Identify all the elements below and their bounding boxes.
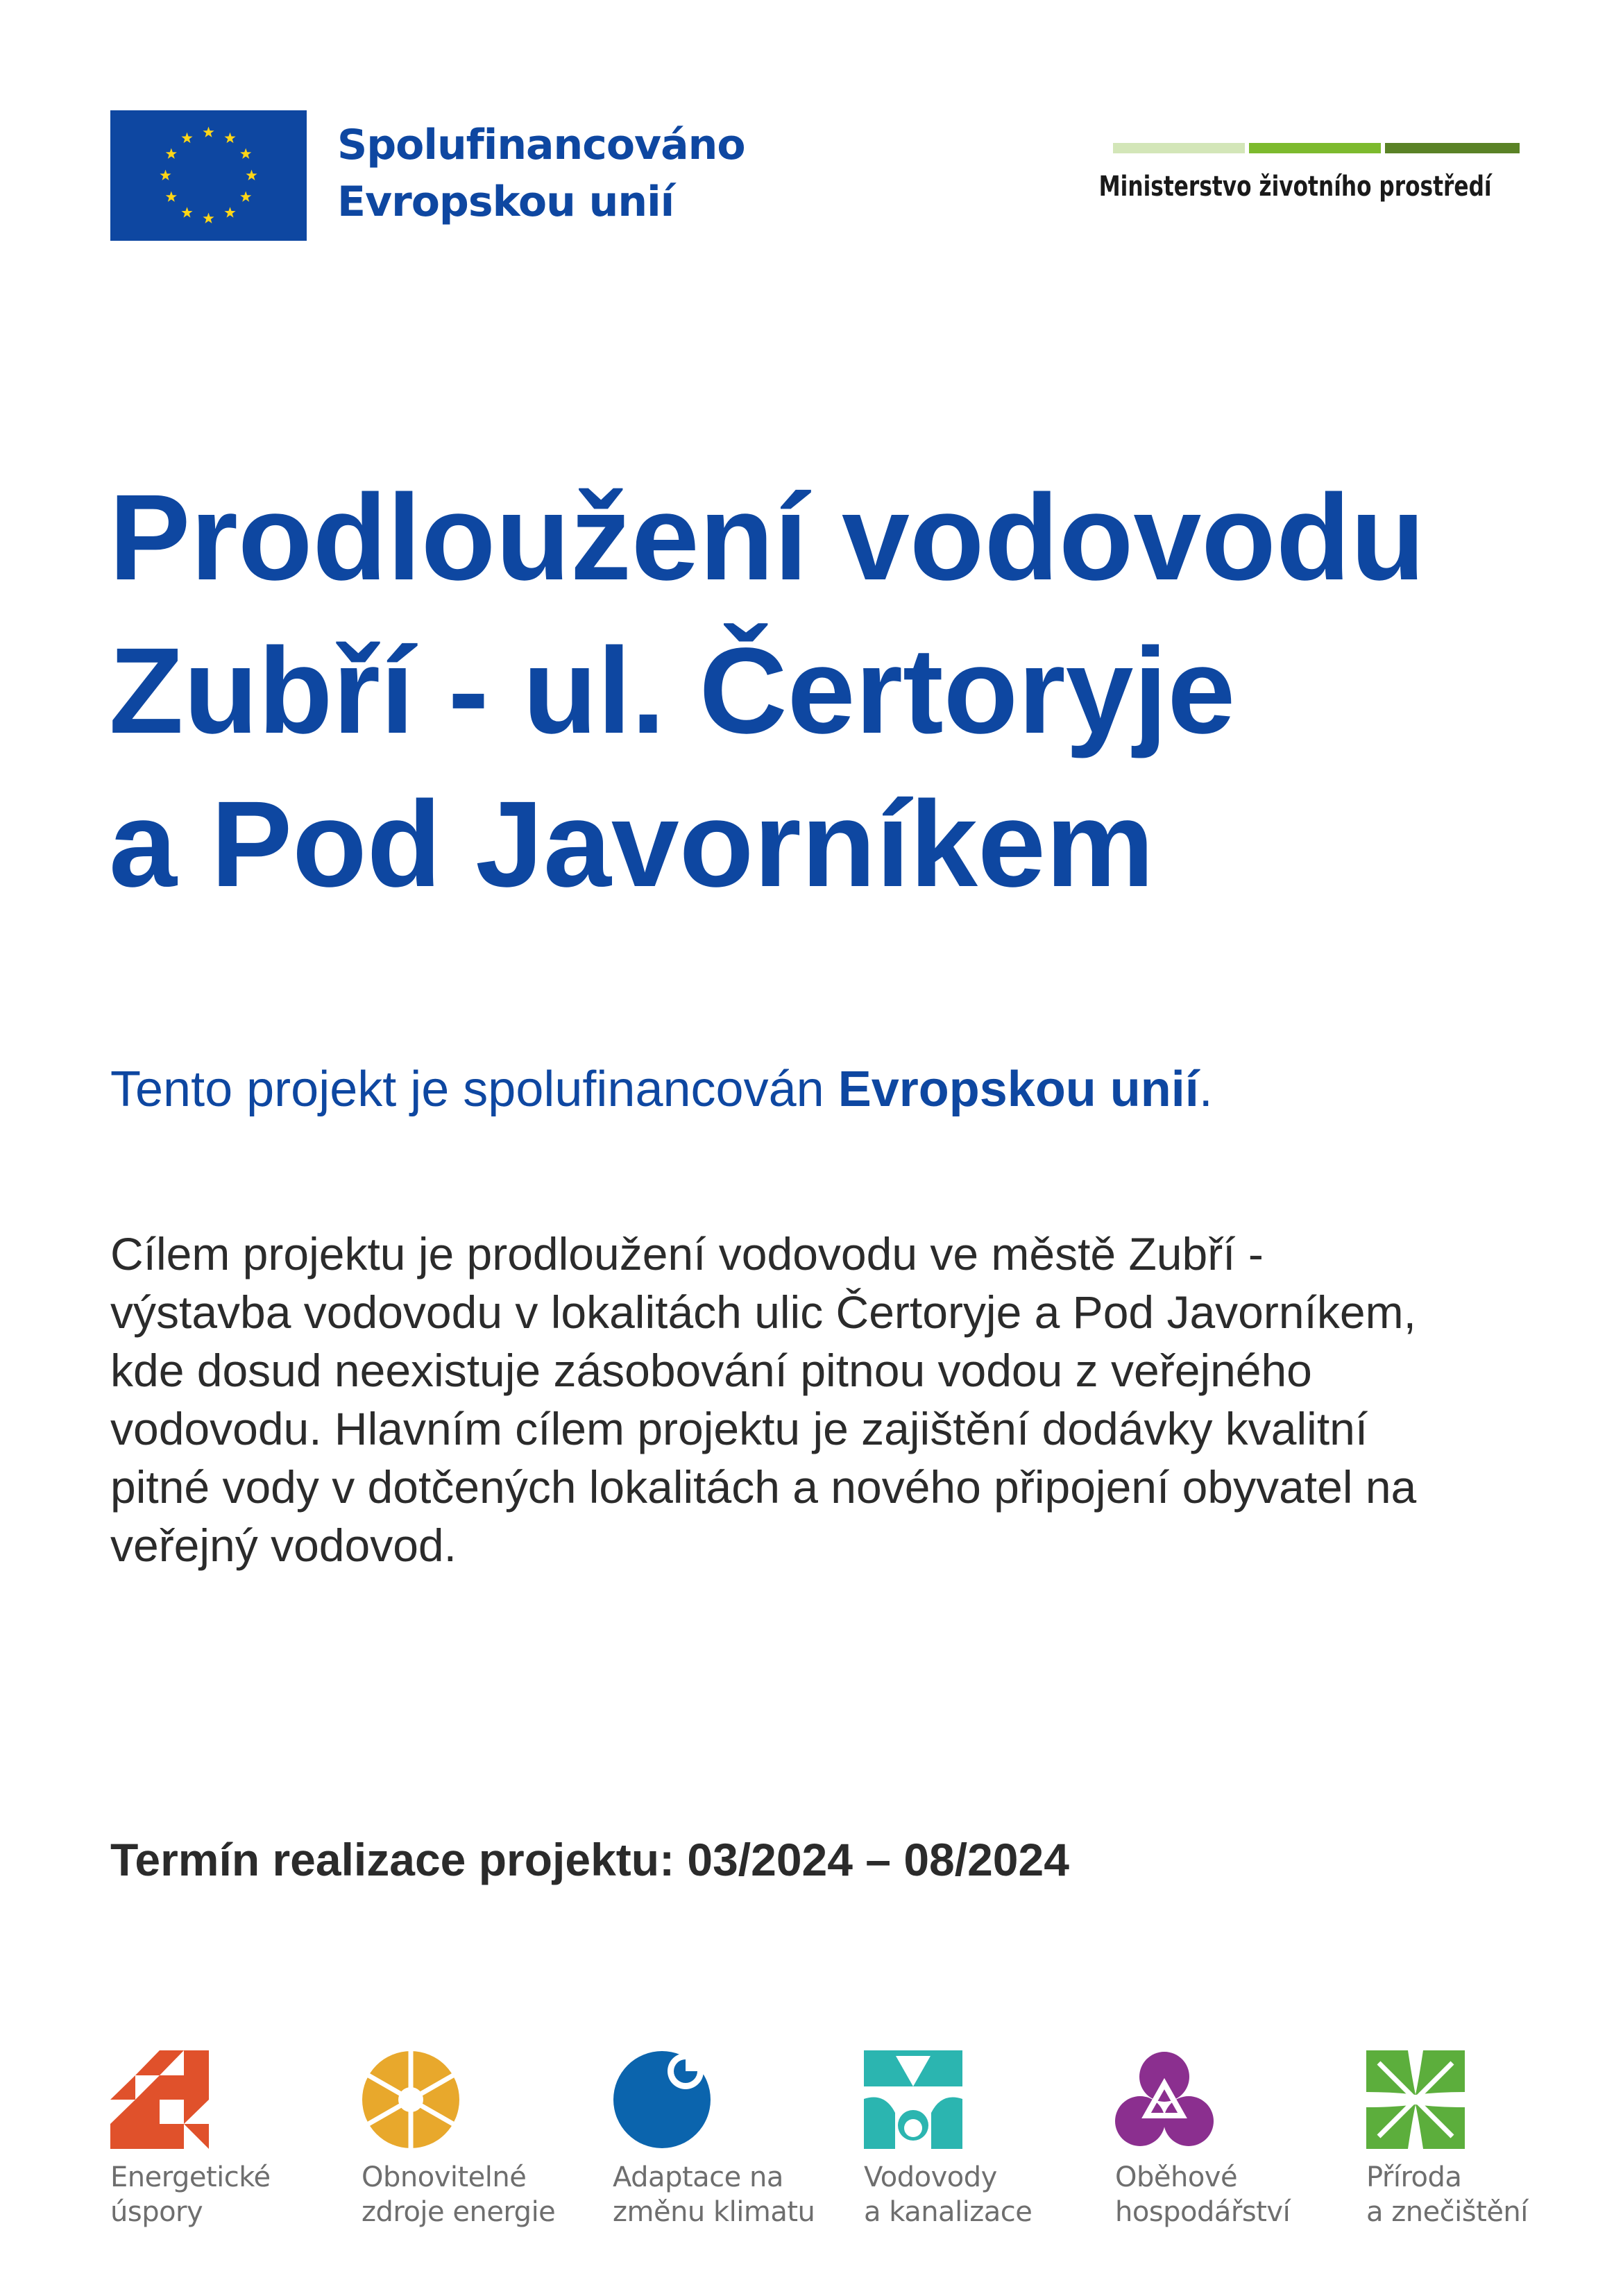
description-line: výstavba vodovodu v lokalitách ulic Čertoryje a Pod Javorníkem, [110, 1286, 1416, 1338]
title-line-3: a Pod Javorníkem [109, 776, 1155, 912]
renewable-energy-icon [362, 2050, 460, 2149]
circular-economy-icon [1115, 2050, 1214, 2149]
category-label-line1: Příroda [1366, 2161, 1462, 2193]
cofinance-suffix: . [1198, 1062, 1213, 1117]
project-title [109, 461, 1566, 921]
category-label-line1: Vodovody [864, 2161, 997, 2193]
category-label-line2: změnu klimatu [613, 2196, 815, 2228]
category-label-line1: Adaptace na [613, 2161, 783, 2193]
climate-adaptation-icon [613, 2050, 711, 2149]
eu-cofinance-logo-text [337, 117, 754, 230]
category-label-line2: hospodářství [1115, 2196, 1291, 2228]
description-line: kde dosud neexistuje zásobování pitnou vodou z veřejného [110, 1345, 1312, 1396]
description-line: pitné vody v dotčených lokalitách a nového připojení obyvatel na [110, 1461, 1417, 1513]
category-label [362, 2160, 555, 2229]
category-renewable-energy [362, 2050, 577, 2245]
category-climate-adaptation [613, 2050, 828, 2245]
ministry-bar-1 [1113, 143, 1245, 153]
category-label [1115, 2160, 1290, 2229]
category-label-line2: zdroje energie [362, 2196, 556, 2228]
cofinance-prefix: Tento projekt je spolufinancován [110, 1062, 838, 1117]
ministry-bar-2 [1249, 143, 1381, 153]
eu-stars [110, 110, 307, 241]
category-label [110, 2160, 271, 2229]
cofinance-statement [110, 1055, 1213, 1124]
project-term: Termín realizace projektu: 03/2024 – 08/2024 [110, 1834, 1069, 1885]
category-label-line1: Energetické [110, 2161, 271, 2193]
eu-flag-icon [110, 110, 307, 241]
ministry-bar-3 [1385, 143, 1520, 153]
description-line: vodovodu. Hlavním cílem projektu je zajištění dodávky kvalitní [110, 1403, 1368, 1454]
description-line: veřejný vodovod. [110, 1520, 457, 1571]
category-label-line2: úspory [110, 2196, 203, 2228]
category-label-line1: Oběhové [1115, 2161, 1238, 2193]
eu-text-line1: Spolufinancováno [337, 121, 745, 169]
title-line-1: Prodloužení vodovodu [109, 470, 1425, 606]
category-label [864, 2160, 1032, 2229]
ministry-color-bars [1113, 143, 1520, 153]
energy-savings-icon [110, 2050, 209, 2149]
category-energy-savings [110, 2050, 325, 2245]
category-label-line1: Obnovitelné [362, 2161, 527, 2193]
category-circular-economy [1115, 2050, 1330, 2245]
category-label [1366, 2160, 1528, 2229]
nature-pollution-icon [1366, 2050, 1465, 2149]
water-sewerage-icon [864, 2050, 962, 2149]
description-line: Cílem projektu je prodloužení vodovodu ve městě Zubří - [110, 1228, 1264, 1279]
title-line-2: Zubří - ul. Čertoryje [109, 623, 1236, 759]
category-label [613, 2160, 815, 2229]
category-water-sewerage [864, 2050, 1079, 2245]
ministry-logo [1099, 143, 1520, 212]
category-label-line2: a znečištění [1366, 2196, 1528, 2228]
ministry-name: Ministerstvo životního prostředí [1099, 171, 1492, 203]
cofinance-eu: Evropskou unií [838, 1062, 1199, 1117]
eu-text-line2: Evropskou unií [337, 178, 674, 226]
category-label-line2: a kanalizace [864, 2196, 1033, 2228]
category-nature-pollution [1366, 2050, 1581, 2245]
project-description [110, 1225, 1567, 1574]
